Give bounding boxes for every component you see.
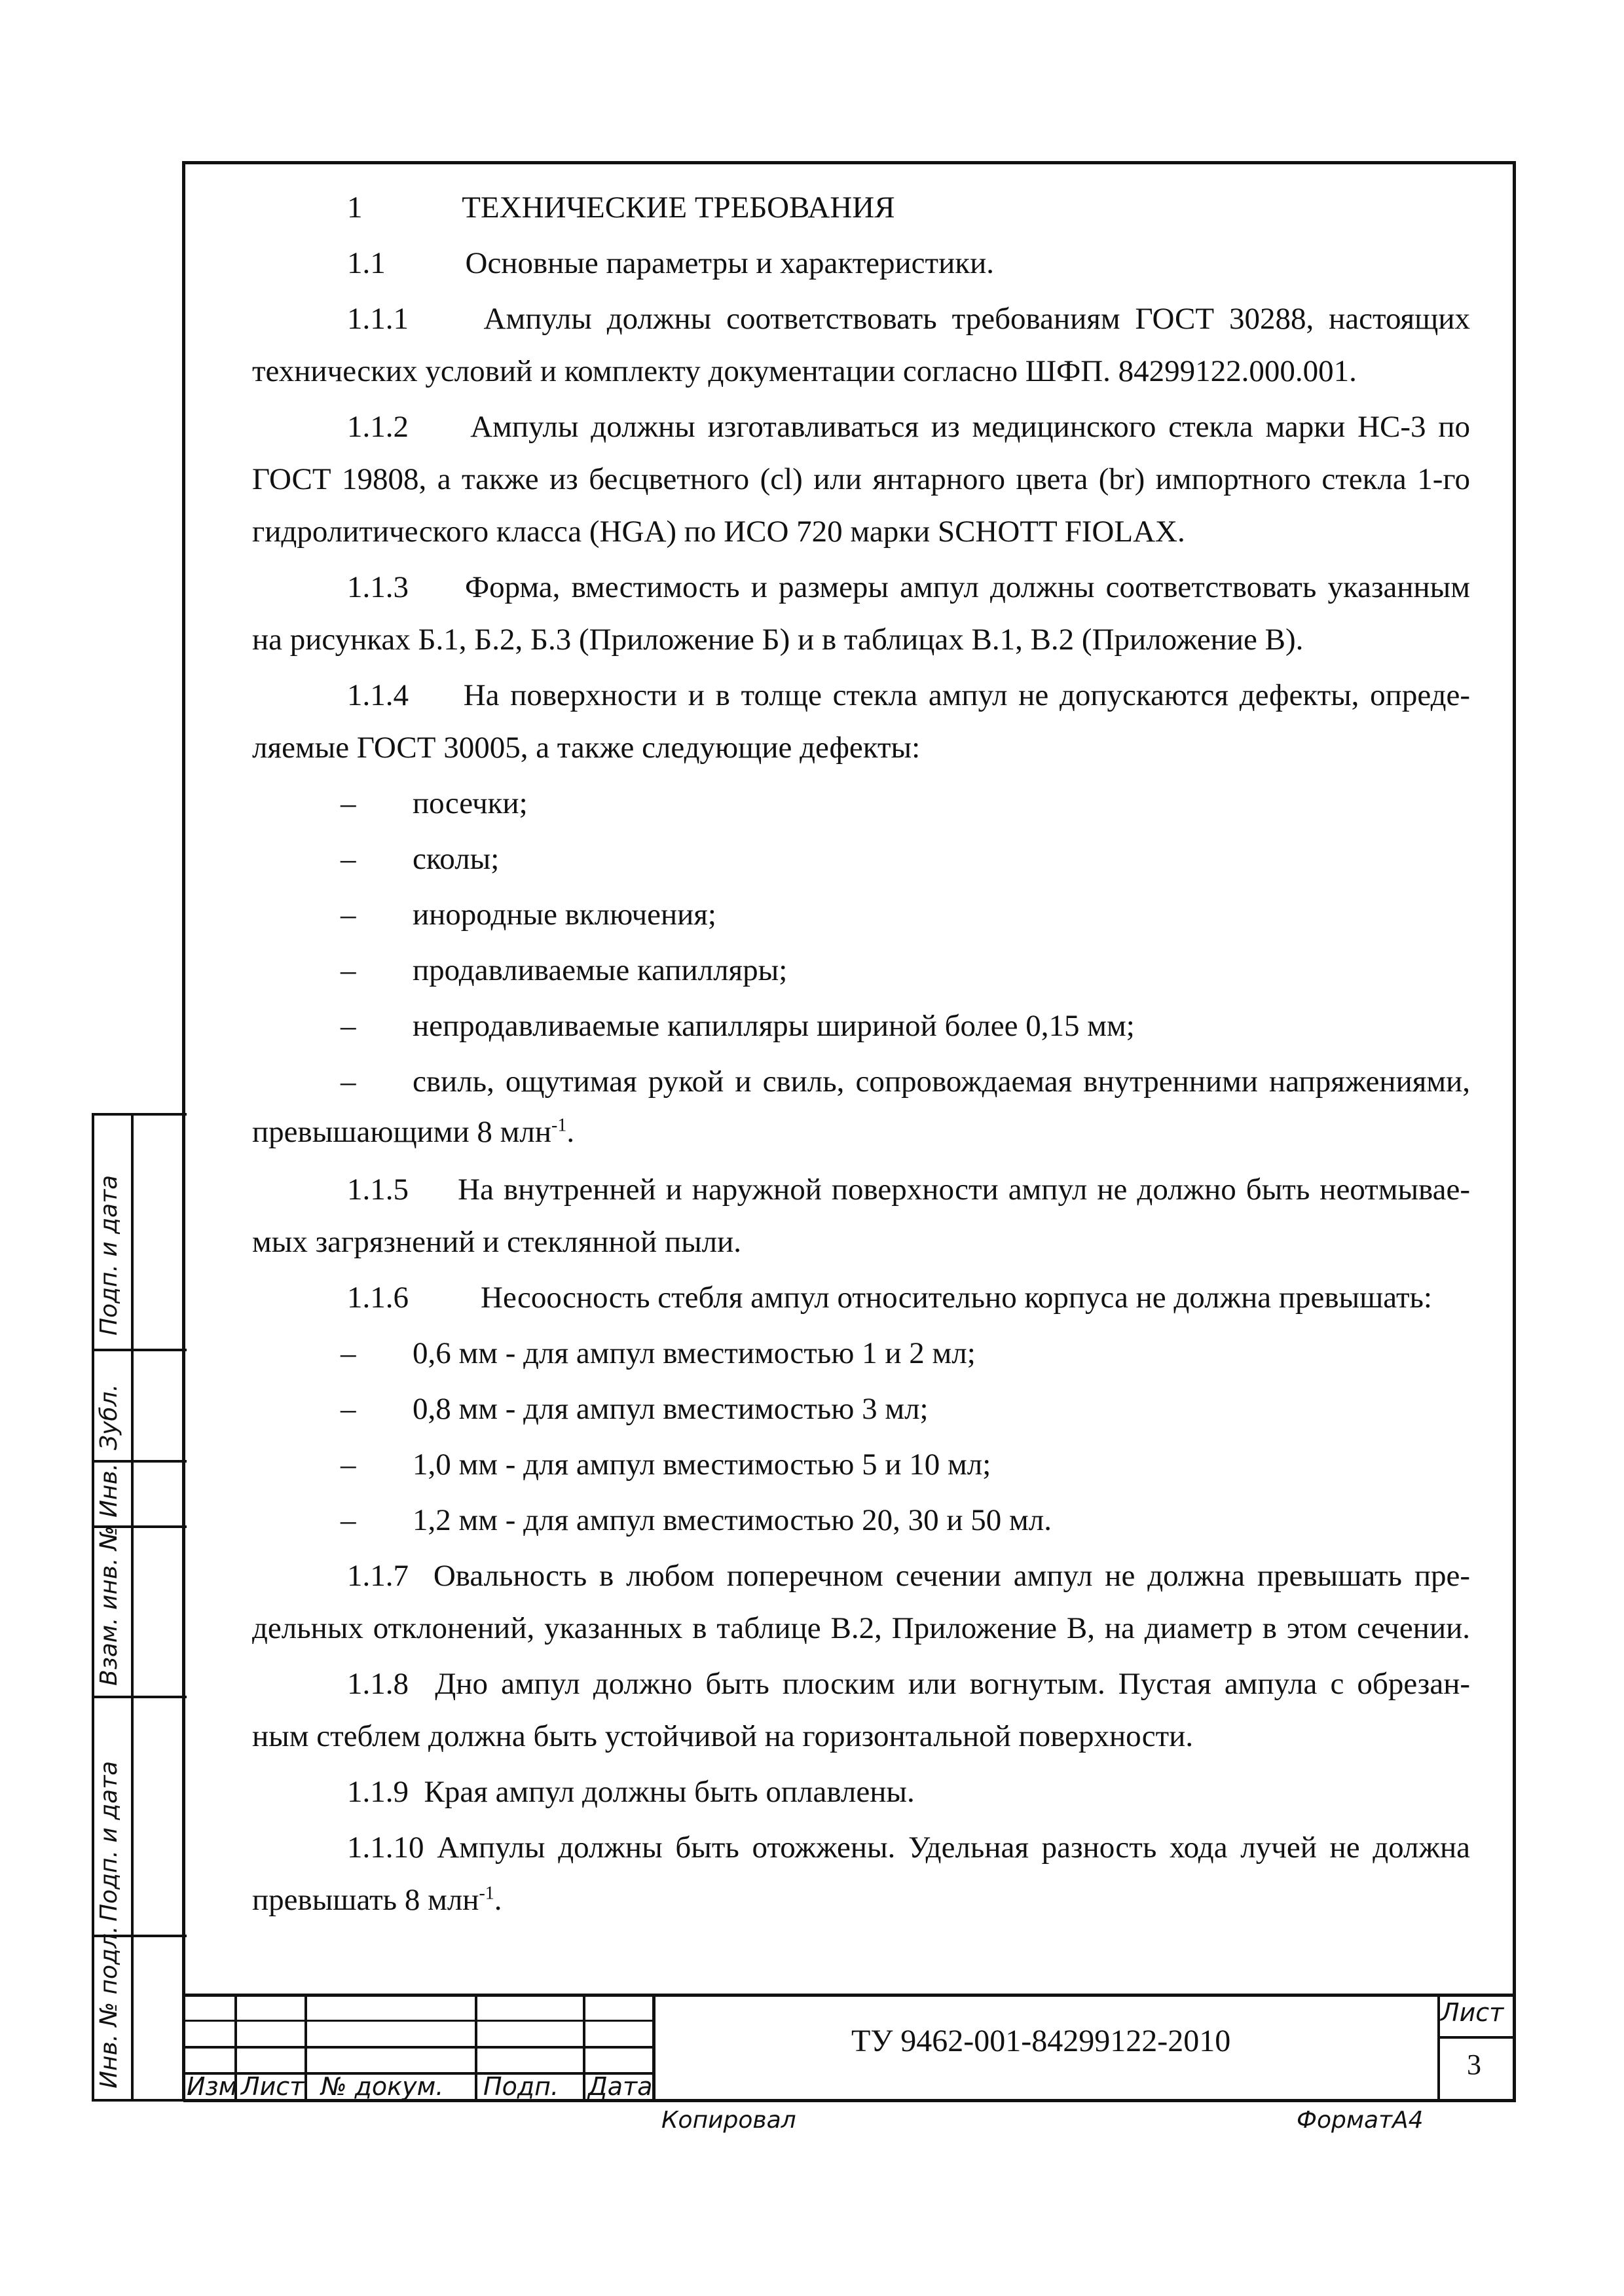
p1110-text1: Ампулы должны быть отожжены. Удельная разность хода лучей не должна <box>437 1831 1471 1865</box>
frame-right-border <box>1513 161 1516 2102</box>
p116-line1 <box>347 1280 1432 1315</box>
p112-number: 1.1.2 <box>347 410 409 444</box>
section-number: 1 <box>347 191 363 225</box>
p115-number: 1.1.5 <box>347 1173 409 1207</box>
tb-izm-label: Изм <box>187 2072 238 2101</box>
p114-item-2: – сколы; <box>341 842 500 876</box>
p114-item-3: – инородные включения; <box>341 898 716 932</box>
p118-text2: ным стеблем должна быть устойчивой на горизонтальной поверхности. <box>252 1719 1194 1753</box>
subsection-number: 1.1 <box>347 246 386 280</box>
p114-text1: На поверхности и в толще стекла ампул не допускаются дефекты, опреде- <box>463 678 1470 712</box>
tb-podp-label: Подп. <box>483 2072 559 2101</box>
section-title: ТЕХНИЧЕСКИЕ ТРЕБОВАНИЯ <box>462 191 895 225</box>
stamp-inv-podl: Инв. № подл. <box>96 1925 122 2088</box>
p115-text2: мых загрязнений и стеклянной пыли. <box>252 1225 742 1259</box>
document-code: ТУ 9462-001-84299122-2010 <box>851 2024 1231 2058</box>
p114-number: 1.1.4 <box>347 678 409 712</box>
p112-line2 <box>252 462 1470 497</box>
sheet-number: 3 <box>1467 2049 1481 2081</box>
p117-text2: дельных отклонений, указанных в таблице В.2, Приложение В, на диаметр в этом сечении. <box>252 1611 1470 1645</box>
p116-item-1: – 0,6 мм - для ампул вместимостью 1 и 2 мл; <box>341 1336 976 1370</box>
sheet-label: Лист <box>1441 1998 1504 2027</box>
p1110-line1 <box>347 1830 1470 1865</box>
p114-text2: ляемые ГОСТ 30005, а также следующие дефекты: <box>252 731 921 765</box>
p116-item-2: – 0,8 мм - для ампул вместимостью 3 мл; <box>341 1392 929 1426</box>
stamp-inv: Инв. <box>96 1463 122 1518</box>
p113-number: 1.1.3 <box>347 570 409 604</box>
frame-left-border <box>182 161 185 2102</box>
p115-line1 <box>347 1172 1470 1207</box>
p113-line1 <box>347 570 1470 605</box>
p113-text1: Форма, вместимость и размеры ампул должны соответствовать указанным <box>464 570 1471 604</box>
p113-text2: на рисунках Б.1, Б.2, Б.3 (Приложение Б) и в таблицах В.1, В.2 (Приложение В). <box>252 623 1304 657</box>
tb-list-label: Лист <box>241 2072 304 2101</box>
p114-item-5: – непродавливаемые капилляры шириной более 0,15 мм; <box>341 1009 1135 1043</box>
p1110-number: 1.1.10 <box>347 1831 424 1865</box>
stamp-vzam: Взам. инв. № <box>96 1525 122 1686</box>
p1110-line2: превышать 8 млн$^{-1}$. <box>252 1883 502 1917</box>
frame-top-border <box>183 161 1516 164</box>
p116-item-3: – 1,0 мм - для ампул вместимостью 5 и 10 мл; <box>341 1448 991 1482</box>
stamp-podp-data-1: Подп. и дата <box>96 1175 122 1336</box>
p112-text1: Ампулы должны изготавливаться из медицинского стекла марки НС-3 по <box>470 410 1470 444</box>
p111-line1 <box>347 301 1470 337</box>
p117-line1 <box>347 1558 1470 1594</box>
p115-text1: На внутренней и наружной поверхности ампул не должно быть неотмывае- <box>458 1173 1470 1207</box>
p112-text3: гидролитического класса (HGA) по ИСО 720 марки SCHOTT FIOLAX. <box>252 515 1185 549</box>
p119-line1 <box>347 1774 915 1810</box>
tb-doc-no-label: № докум. <box>321 2072 444 2101</box>
p119-text1: Края ампул должны быть оплавлены. <box>424 1775 915 1809</box>
p118-text1: Дно ампул должно быть плоским или вогнутым. Пустая ампула с обрезан- <box>435 1667 1471 1701</box>
stamp-zubl: Зубл. <box>96 1383 122 1450</box>
tb-data-label: Дата <box>588 2072 653 2101</box>
p114-line1 <box>347 678 1470 713</box>
p118-line1 <box>347 1666 1470 1702</box>
p117-line2 <box>252 1611 1470 1646</box>
stamp-podp-data-2: Подп. и дата <box>96 1760 122 1922</box>
subsection-heading <box>347 246 994 281</box>
p117-text1: Овальность в любом поперечном сечении ампул не должна превышать пре- <box>433 1559 1471 1593</box>
p111-text2: технических условий и комплекту документации согласно ШФП. 84299122.000.001. <box>252 354 1357 388</box>
footer-format: ФорматА4 <box>1297 2107 1424 2134</box>
p116-number: 1.1.6 <box>347 1281 409 1315</box>
section-heading <box>347 190 895 225</box>
subsection-title: Основные параметры и характеристики. <box>465 246 994 280</box>
p116-item-4: – 1,2 мм - для ампул вместимостью 20, 30 и 50 мл. <box>341 1503 1052 1537</box>
p112-line1 <box>347 409 1470 445</box>
p114-item-6: – свиль, ощутимая рукой и свиль, сопровождаемая внутренними напряжениями, <box>341 1065 1470 1099</box>
p119-number: 1.1.9 <box>347 1775 409 1809</box>
footer-copied: Копировал <box>661 2107 796 2134</box>
p117-number: 1.1.7 <box>347 1559 409 1593</box>
p111-text1: Ампулы должны соответствовать требованиям ГОСТ 30288, настоящих <box>483 302 1471 336</box>
p114-item-1: – посечки; <box>341 786 528 820</box>
p111-number: 1.1.1 <box>347 302 409 336</box>
p114-item-4: – продавливаемые капилляры; <box>341 953 788 987</box>
p118-number: 1.1.8 <box>347 1667 409 1701</box>
p116-text1: Несоосность стебля ампул относительно корпуса не должна превышать: <box>481 1281 1432 1315</box>
p114-item-6-cont: превышающими 8 млн$^{-1}$. <box>252 1115 575 1149</box>
p112-text2: ГОСТ 19808, а также из бесцветного (cl) или янтарного цвета (br) импортного стекла 1-го <box>252 462 1470 496</box>
